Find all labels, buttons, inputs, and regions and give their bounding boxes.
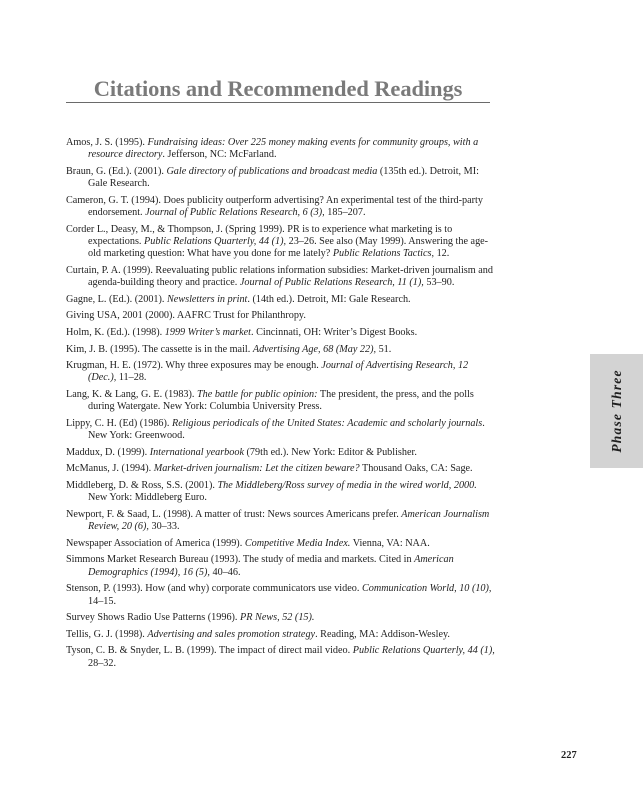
reference-entry xyxy=(66,583,496,608)
reference-text: 53–90. xyxy=(423,277,455,289)
reference-entry xyxy=(66,645,496,670)
reference-entry xyxy=(66,195,496,220)
reference-title: Competitive Media Index. xyxy=(244,537,351,549)
reference-text: Middleberg, D. & Ross, S.S. (2001). xyxy=(66,479,218,491)
reference-entry xyxy=(66,612,496,624)
reference-text: Corder L., Deasy, M., & Thompson, J. (Spring 1999). PR is to experience what marketing is to expectations. xyxy=(66,223,453,247)
reference-title: Journal of Public Relations Research, 6 (3), xyxy=(145,207,325,219)
reference-entry xyxy=(66,538,496,550)
reference-title: Journal of Public Relations Research, 11 (1), xyxy=(239,277,424,289)
reference-text: 185–207. xyxy=(324,207,366,219)
reference-title: Gale directory of publications and broadcast media xyxy=(166,165,378,177)
reference-title: Public Relations Quarterly, 44 (1), xyxy=(352,645,495,657)
reference-title: Public Relations Tactics xyxy=(332,248,432,260)
reference-text: The president, the press, and the polls during Watergate. New York: Columbia University Press. xyxy=(88,389,474,413)
reference-text: Tellis, G. J. (1998). xyxy=(66,628,148,640)
reference-text: Amos, J. S. (1995). xyxy=(66,137,148,148)
reference-text: 14–15. xyxy=(88,595,117,607)
phase-tab-label: Phase Three xyxy=(608,369,624,453)
reference-title: The battle for public opinion: xyxy=(197,389,318,401)
reference-text: 40–46. xyxy=(209,566,241,578)
reference-title: American Journalism Review, 20 (6), xyxy=(88,508,490,533)
reference-entry xyxy=(66,389,496,414)
reference-entry xyxy=(66,310,496,322)
reference-entry xyxy=(66,327,496,339)
reference-text: Newspaper Association of America (1999). xyxy=(66,537,245,549)
reference-text: Giving USA, 2001 (2000). AAFRC Trust for Philanthropy. xyxy=(66,310,306,322)
reference-text: , 12. xyxy=(431,248,450,260)
reference-title: Communication World, 10 (10), xyxy=(361,583,492,595)
reference-text: (135th ed.). Detroit, MI: Gale Research. xyxy=(88,165,479,190)
reference-text: Vienna, VA: NAA. xyxy=(350,537,430,549)
reference-text: 28–32. xyxy=(88,657,117,669)
reference-title: Advertising and sales promotion strategy xyxy=(147,628,316,640)
reference-title: Public Relations Quarterly, 44 (1), xyxy=(144,235,287,247)
reference-entry xyxy=(66,463,496,475)
reference-text: . Jefferson, NC: McFarland. xyxy=(162,149,277,161)
reference-entry xyxy=(66,554,496,579)
title-rule xyxy=(66,102,490,103)
reference-text: . Reading, MA: Addison-Wesley. xyxy=(315,628,450,640)
reference-title: Religious periodicals of the United States: Academic and scholarly journals xyxy=(172,417,483,429)
reference-text: Kim, J. B. (1995). The cassette is in the mail. xyxy=(66,343,253,355)
reference-text: Tyson, C. B. & Snyder, L. B. (1999). The impact of direct mail video. xyxy=(66,645,353,657)
reference-entry xyxy=(66,629,496,641)
reference-text: Newport, F. & Saad, L. (1998). A matter of trust: News sources Americans prefer. xyxy=(66,508,402,520)
reference-title: Journal of Advertising Research, 12 (Dec.), xyxy=(88,360,469,384)
reference-entry xyxy=(66,447,496,459)
reference-text: Braun, G. (Ed.). (2001). xyxy=(66,165,167,177)
reference-text: Lang, K. & Lang, G. E. (1983). xyxy=(66,389,197,401)
reference-text: New York: Middleberg Euro. xyxy=(88,492,207,504)
reference-entry xyxy=(66,344,496,356)
reference-text: 23–26. See also (May 1999). Answering the age-old marketing question: What have you done for me lately? xyxy=(88,235,489,260)
reference-text: Krugman, H. E. (1972). Why three exposures may be enough. xyxy=(66,360,322,372)
reference-entry xyxy=(66,360,496,385)
reference-text: 51. xyxy=(376,343,392,355)
reference-entry xyxy=(66,265,496,290)
reference-title: American Demographics (1994), 16 (5), xyxy=(88,554,454,578)
reference-text: Maddux, D. (1999). xyxy=(66,446,150,458)
reference-text: 30–33. xyxy=(148,521,180,533)
reference-entry xyxy=(66,137,496,162)
reference-title: PR News, 52 (15). xyxy=(240,612,315,624)
reference-entry xyxy=(66,418,496,443)
reference-text: . New York: Greenwood. xyxy=(88,417,485,442)
reference-text: Cameron, G. T. (1994). Does publicity outperform advertising? An experimental test of the third-party endorsement. xyxy=(66,194,483,219)
page-title: Citations and Recommended Readings xyxy=(93,76,463,101)
reference-text: Thousand Oaks, CA: Sage. xyxy=(359,463,473,475)
reference-title: 1999 Writer’s market xyxy=(164,326,251,338)
reference-text: Curtain, P. A. (1999). Reevaluating public relations information subsidies: Market-driven journalism and agenda-building theory and practice. xyxy=(66,264,493,289)
reference-entry xyxy=(66,294,496,306)
phase-tab xyxy=(590,354,643,468)
reference-text: . (14th ed.). Detroit, MI: Gale Research. xyxy=(247,293,411,305)
reference-text: 11–28. xyxy=(116,372,147,384)
reference-text: . Cincinnati, OH: Writer’s Digest Books. xyxy=(250,326,418,338)
reference-entry xyxy=(66,166,496,191)
reference-entry xyxy=(66,509,496,534)
reference-entry xyxy=(66,480,496,505)
reference-text: McManus, J. (1994). xyxy=(66,463,154,475)
reference-text: Stenson, P. (1993). How (and why) corporate communicators use video. xyxy=(66,583,362,595)
page-number: 227 xyxy=(561,750,577,761)
reference-list xyxy=(66,137,496,674)
reference-text: Survey Shows Radio Use Patterns (1996). xyxy=(66,612,241,624)
reference-title: Advertising Age, 68 (May 22), xyxy=(252,343,377,355)
reference-title: Fundraising ideas: Over 225 money making events for community groups, with a resource directory xyxy=(88,137,479,161)
reference-text: (79th ed.). New York: Editor & Publisher. xyxy=(243,446,417,458)
reference-text: Lippy, C. H. (Ed) (1986). xyxy=(66,417,173,429)
reference-text: Simmons Market Research Bureau (1993). The study of media and markets. Cited in xyxy=(66,554,415,566)
reference-entry xyxy=(66,224,496,261)
reference-text: Holm, K. (Ed.). (1998). xyxy=(66,326,165,338)
reference-title: International yearbook xyxy=(149,446,244,458)
reference-text: Gagne, L. (Ed.). (2001). xyxy=(66,293,167,305)
reference-title: Newsletters in print xyxy=(167,293,248,305)
reference-title: The Middleberg/Ross survey of media in the wired world, 2000. xyxy=(217,479,477,491)
reference-title: Market-driven journalism: Let the citizen beware? xyxy=(153,463,360,475)
